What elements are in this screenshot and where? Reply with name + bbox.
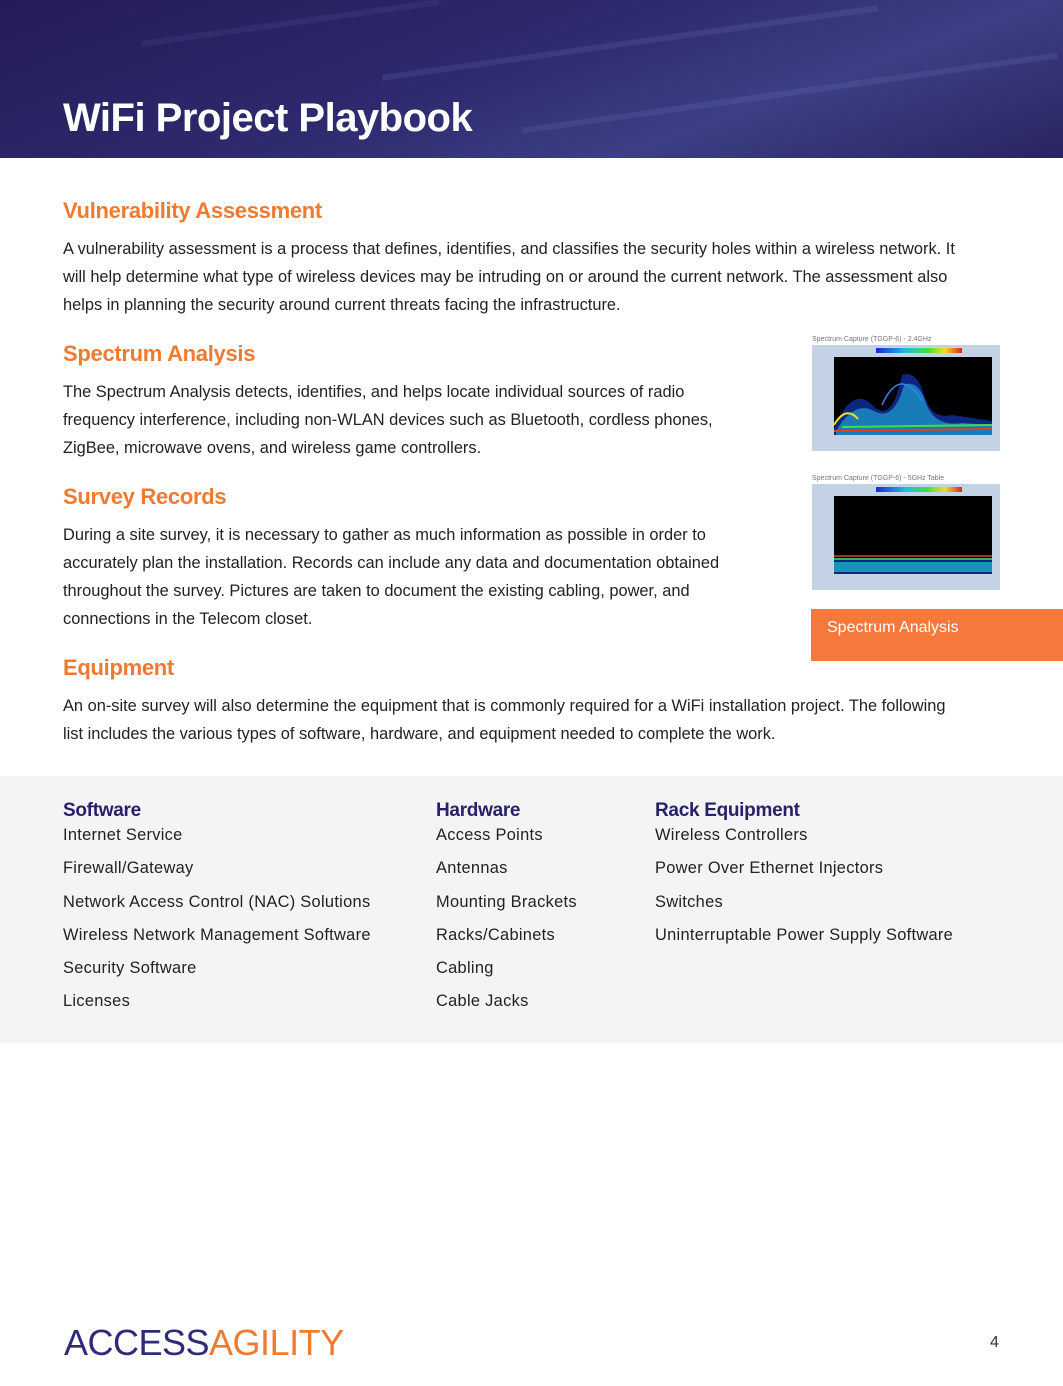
paragraph-line: helps in planning the security around current threats facing the infrastructure. xyxy=(63,296,621,314)
hardware-title: Hardware xyxy=(436,800,521,821)
list-item: Licenses xyxy=(63,992,131,1011)
paragraph-line: During a site survey, it is necessary to gather as much information as possible in order to xyxy=(63,526,706,544)
hardware-list xyxy=(436,824,577,1024)
spectrum-heading: Spectrum Analysis xyxy=(63,341,256,366)
list-item: Cable Jacks xyxy=(436,992,529,1011)
list-item: Antennas xyxy=(436,859,508,878)
paragraph-line: ZigBee, microwave ovens, and wireless game controllers. xyxy=(63,439,482,457)
list-item: Uninterruptable Power Supply Software xyxy=(655,925,954,944)
logo-part-agility: AGILITY xyxy=(209,1322,344,1363)
equipment-panel xyxy=(0,776,1063,1043)
vulnerability-paragraph xyxy=(63,235,1013,319)
software-column xyxy=(63,800,371,1024)
list-item: Security Software xyxy=(63,959,197,978)
paragraph-line: throughout the survey. Pictures are taken to document the existing cabling, power, and xyxy=(63,582,690,600)
caption-text: Spectrum Analysis xyxy=(827,619,959,636)
banner-decoration xyxy=(522,52,1058,133)
spectrum-caption-box xyxy=(811,609,1063,661)
survey-heading: Survey Records xyxy=(63,484,227,509)
paragraph-line: accurately plan the installation. Records can include any data and documentation obtained xyxy=(63,554,720,572)
paragraph-line: The Spectrum Analysis detects, identifies, and helps locate individual sources of radio xyxy=(63,383,685,401)
equipment-paragraph xyxy=(63,692,1023,748)
spectrum-graphic xyxy=(812,345,1000,451)
list-item: Power Over Ethernet Injectors xyxy=(655,859,884,878)
list-item: Firewall/Gateway xyxy=(63,859,194,878)
list-item: Mounting Brackets xyxy=(436,892,577,911)
company-logo xyxy=(64,1322,344,1364)
page-title: WiFi Project Playbook xyxy=(63,96,473,140)
hardware-column xyxy=(436,800,577,1024)
list-item: Racks/Cabinets xyxy=(436,925,555,944)
equipment-heading: Equipment xyxy=(63,655,174,680)
logo-part-access: ACCESS xyxy=(64,1322,210,1363)
header-banner xyxy=(0,0,1063,158)
spectrum-figure-24ghz xyxy=(812,335,1000,451)
spectrum-paragraph xyxy=(63,378,783,462)
banner-decoration xyxy=(382,5,878,81)
list-item: Switches xyxy=(655,892,723,911)
list-item: Cabling xyxy=(436,959,494,978)
rack-equipment-list xyxy=(655,824,953,957)
list-item: Wireless Network Management Software xyxy=(63,925,371,944)
survey-paragraph xyxy=(63,521,783,633)
list-item: Network Access Control (NAC) Solutions xyxy=(63,892,371,911)
page-number: 4 xyxy=(990,1334,999,1351)
list-item: Access Points xyxy=(436,826,543,844)
figure-caption: Spectrum Capture (TGGP-6) - 5GHz Table xyxy=(812,475,945,482)
paragraph-line: list includes the various types of software, hardware, and equipment needed to complete the work. xyxy=(63,725,776,743)
rack-equipment-title: Rack Equipment xyxy=(655,800,800,821)
rack-equipment-column xyxy=(655,800,953,957)
paragraph-line: connections in the Telecom closet. xyxy=(63,610,313,628)
spectrum-figure-5ghz xyxy=(812,474,1000,590)
banner-decoration xyxy=(141,0,439,47)
software-list xyxy=(63,824,371,1024)
paragraph-line: frequency interference, including non-WLAN devices such as Bluetooth, cordless phones, xyxy=(63,411,713,429)
spectrum-graphic xyxy=(812,484,1000,590)
paragraph-line: A vulnerability assessment is a process that defines, identifies, and classifies the security holes within a wireless network. It xyxy=(63,240,955,258)
vulnerability-heading: Vulnerability Assessment xyxy=(63,198,322,223)
list-item: Wireless Controllers xyxy=(655,826,808,844)
spectrum-image xyxy=(812,484,1000,590)
software-title: Software xyxy=(63,800,141,821)
paragraph-line: An on-site survey will also determine the equipment that is commonly required for a WiFi installation project. The following xyxy=(63,697,946,715)
figure-caption: Spectrum Capture (TGGP-6) - 2.4GHz xyxy=(812,336,932,343)
spectrum-image xyxy=(812,345,1000,451)
list-item: Internet Service xyxy=(63,826,183,844)
paragraph-line: will help determine what type of wireless devices may be intruding on or around the current network. The assessment also xyxy=(63,268,948,286)
